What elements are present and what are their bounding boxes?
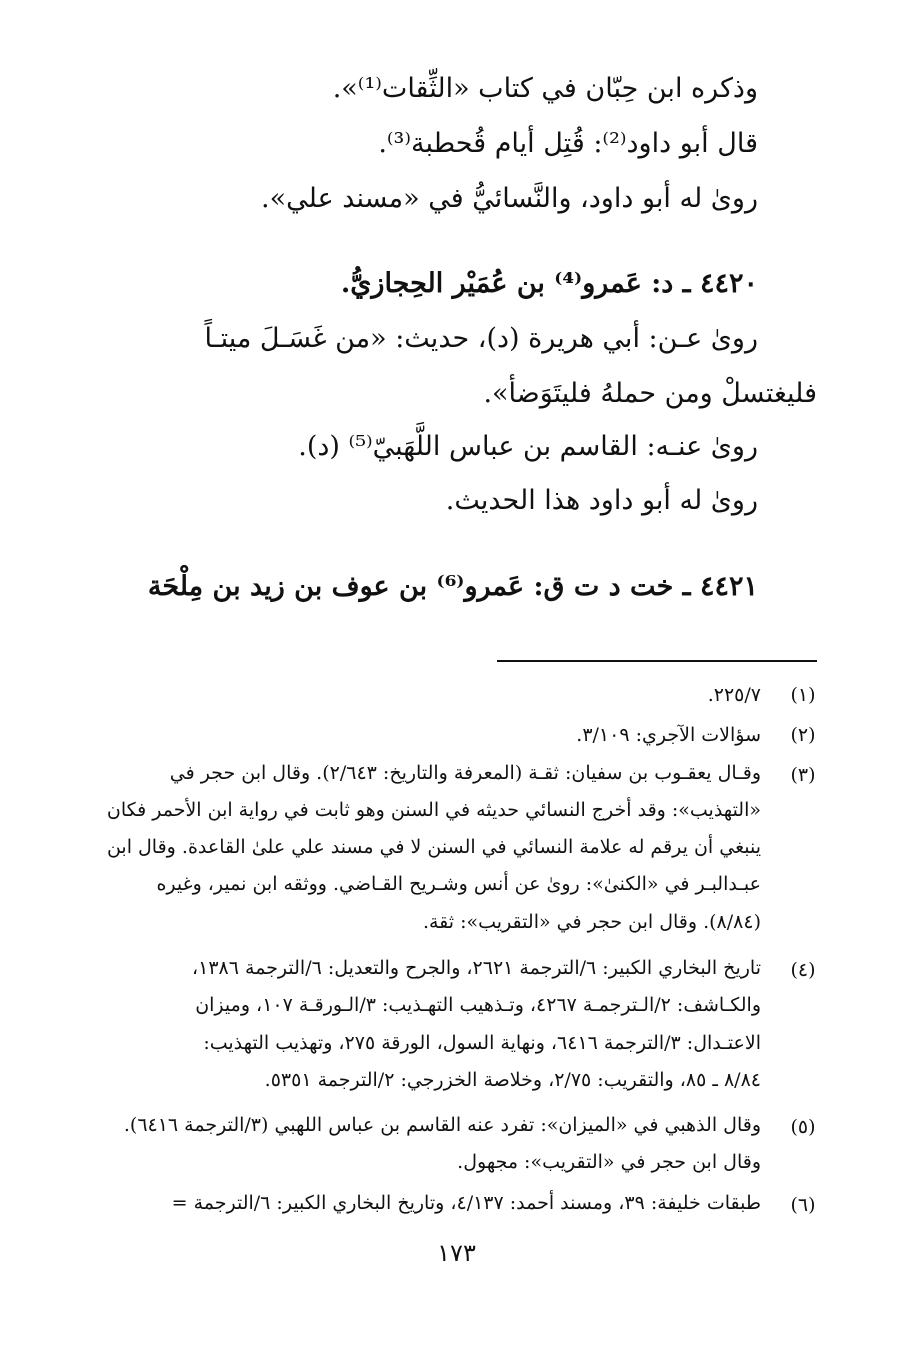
- footnote-6-line-1: طبقات خليفة: ٣٩، ومسند أحمد: ٤/١٣٧، وتاريخ البخاري الكبير: ٦/الترجمة =: [171, 1192, 761, 1214]
- footnote-1-line-1: ٢٢٥/٧.: [707, 684, 761, 706]
- footnote-number-5: (٥): [790, 1116, 816, 1138]
- text-line-riwa-anhu: روىٰ عنـه: القاسم بن عباس اللَّهَبيّ⁽⁵⁾ (د).: [298, 431, 758, 462]
- footnote-4-line-2: والكـاشف: ٢/الـترجمـة ٤٢٦٧، وتـذهيب التهـذيب: ٣/الـورقـة ١٠٧، وميزان: [195, 994, 761, 1016]
- text-line-riwa-an: روىٰ عـن: أبي هريرة (د)، حديث: «من غَسَـلَ ميتـاً: [204, 323, 758, 354]
- footnote-number-4: (٤): [790, 959, 816, 981]
- page-number: ١٧٣: [437, 1239, 476, 1267]
- footnote-number-3: (٣): [790, 764, 816, 786]
- footnote-5-line-2: وقال ابن حجر في «التقريب»: مجهول.: [457, 1151, 761, 1173]
- footnote-4-line-3: الاعتـدال: ٣/الترجمة ٦٤١٦، ونهاية السول، الورقة ٢٧٥، وتهذيب التهذيب:: [203, 1032, 761, 1054]
- footnote-separator: [497, 660, 817, 662]
- footnote-number-1: (١): [790, 684, 816, 706]
- entry-heading-4420: ٤٤٢٠ ـ د: عَمرو⁽⁴⁾ بن عُمَيْر الحِجازيُّ.: [340, 268, 758, 299]
- footnote-3-line-4: عبـدالبـر في «الكنىٰ»: روىٰ عن أنس وشـريح القـاضي. ووثقه ابن نمير، وغيره: [156, 873, 761, 895]
- footnote-4-line-1: تاريخ البخاري الكبير: ٦/الترجمة ٢٦٢١، والجرح والتعديل: ٦/الترجمة ١٣٨٦،: [192, 957, 761, 979]
- footnote-3-line-1: وقـال يعقـوب بن سفيان: ثقـة (المعرفة والتاريخ: ٢/٦٤٣). وقال ابن حجر في: [169, 762, 761, 784]
- footnote-number-6: (٦): [790, 1194, 816, 1216]
- entry-heading-4421: ٤٤٢١ ـ خت د ت ق: عَمرو⁽⁶⁾ بن عوف بن زيد بن مِلْحَة: [147, 571, 758, 602]
- text-line-riwa-lahu: روىٰ له أبو داود هذا الحديث.: [445, 485, 758, 516]
- footnote-2-line-1: سؤالات الآجري: ٣/١٠٩.: [576, 724, 761, 746]
- footnote-4-line-4: ٨/٨٤ ـ ٨٥، والتقريب: ٢/٧٥، وخلاصة الخزرجي: ٢/الترجمة ٥٣٥١.: [264, 1069, 761, 1091]
- footnote-5-line-1: وقال الذهبي في «الميزان»: تفرد عنه القاسم بن عباس اللهبي (٣/الترجمة ٦٤١٦).: [123, 1114, 761, 1136]
- footnote-number-2: (٢): [790, 724, 816, 746]
- footnote-3-line-5: (٨/٨٤). وقال ابن حجر في «التقريب»: ثقة.: [422, 911, 761, 933]
- footnote-3-line-2: «التهذيب»: وقد أخرج النسائي حديثه في السنن وهو ثابت في رواية ابن الأحمر فكان: [106, 799, 761, 821]
- text-line-2: قال أبو داود⁽²⁾: قُتِل أيام قُحطبة⁽³⁾.: [378, 128, 758, 159]
- footnote-3-line-3: ينبغي أن يرقم له علامة النسائي في السنن لا في مسند علي علىٰ القاعدة. وقال ابن: [106, 836, 761, 858]
- text-line-3: روىٰ له أبو داود، والنَّسائيُّ في «مسند علي».: [261, 183, 758, 214]
- text-line-1: وذكره ابن حِبّان في كتاب «الثِّقات⁽¹⁾».: [332, 73, 758, 104]
- text-line-hadith-cont: فليغتسلْ ومن حملهُ فليتَوَضأ».: [483, 378, 817, 409]
